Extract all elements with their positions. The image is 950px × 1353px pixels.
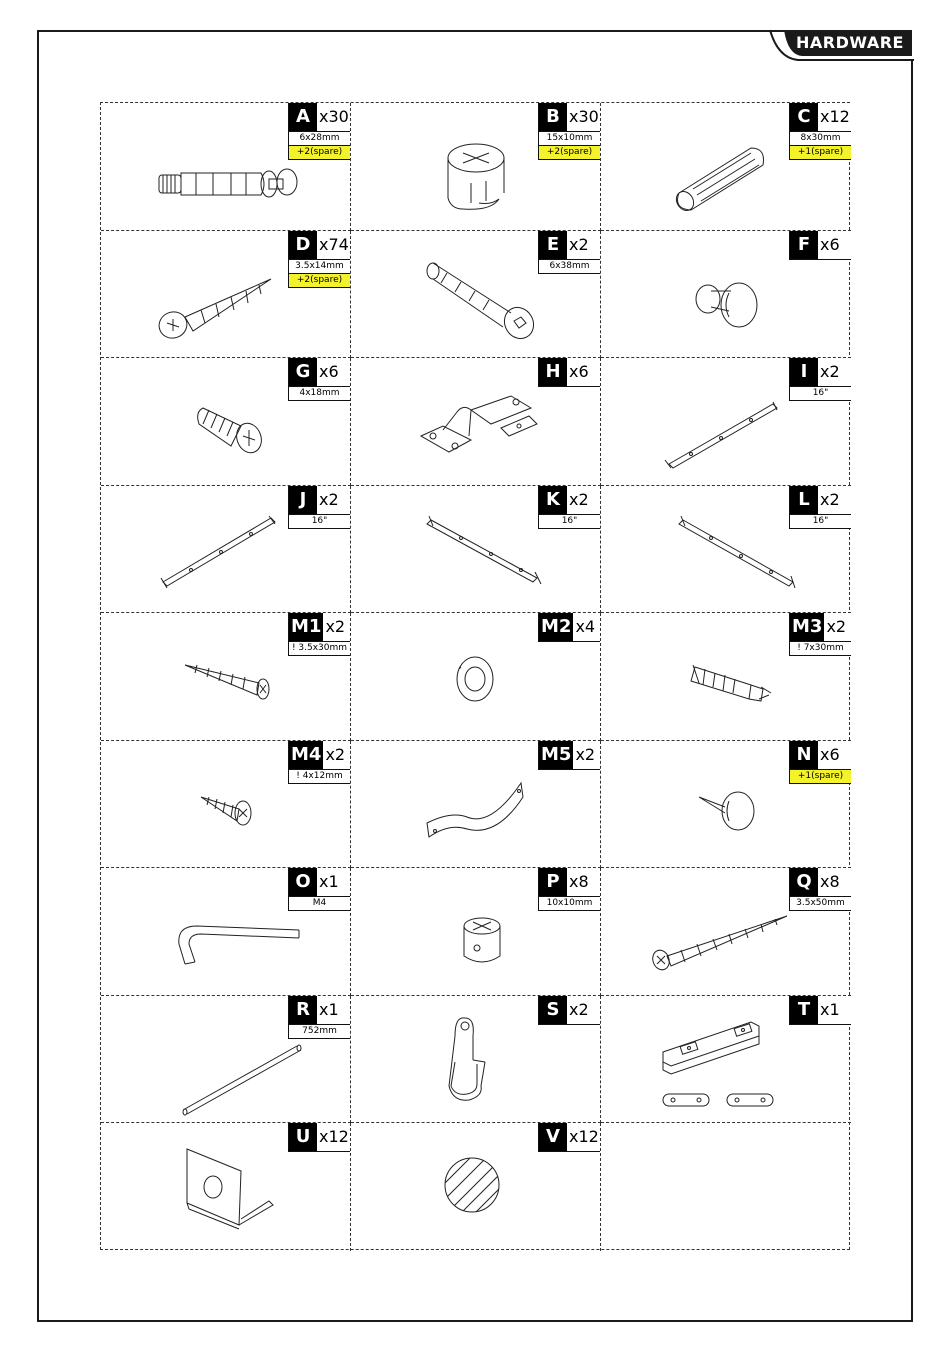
part-cell-m1 <box>101 613 351 741</box>
part-label <box>789 868 851 911</box>
part-quantity: x6 <box>820 744 840 764</box>
part-size: ! 3.5x30mm <box>289 641 350 655</box>
part-size: M4 <box>289 896 350 910</box>
part-cell-p <box>351 868 601 996</box>
page-frame-right <box>911 60 913 1322</box>
part-letter: G <box>289 358 317 386</box>
part-letter: E <box>539 231 567 259</box>
part-letter: P <box>539 868 567 896</box>
part-letter: F <box>790 231 818 259</box>
part-cell-b <box>351 103 601 231</box>
part-cell-c <box>601 103 851 231</box>
part-cell-h <box>351 358 601 486</box>
part-letter: H <box>539 358 567 386</box>
part-size: 16" <box>790 514 851 528</box>
part-letter: U <box>289 1123 317 1151</box>
part-letter: Q <box>790 868 818 896</box>
part-size: 4x18mm <box>289 386 350 400</box>
part-quantity: x12 <box>319 1127 349 1146</box>
part-quantity: x12 <box>569 1127 599 1146</box>
part-cell-o <box>101 868 351 996</box>
part-letter: C <box>790 103 818 131</box>
part-cell-r <box>101 996 351 1124</box>
part-letter: B <box>539 103 567 131</box>
part-label <box>288 613 350 656</box>
part-letter: M1 <box>289 613 323 641</box>
part-quantity: x30 <box>319 107 349 126</box>
part-size: ! 4x12mm <box>289 769 350 783</box>
part-letter: O <box>289 868 317 896</box>
part-label <box>789 231 851 260</box>
part-cell-t <box>601 996 851 1124</box>
part-quantity: x2 <box>820 362 840 381</box>
part-label <box>288 1123 350 1152</box>
part-quantity: x30 <box>569 107 599 126</box>
part-size: 16" <box>539 514 600 528</box>
part-cell-f <box>601 231 851 359</box>
part-quantity: x1 <box>319 872 339 891</box>
part-letter: N <box>790 741 818 769</box>
part-label <box>288 103 350 160</box>
part-letter: R <box>289 996 317 1024</box>
part-quantity: x6 <box>569 362 589 381</box>
part-quantity: x2 <box>569 234 589 254</box>
part-size: 10x10mm <box>539 896 600 910</box>
part-cell-n <box>601 741 851 869</box>
part-cell-d <box>101 231 351 359</box>
part-size: 6x28mm <box>289 131 350 145</box>
part-size: 752mm <box>289 1024 350 1038</box>
part-letter: L <box>790 486 818 514</box>
part-label <box>288 868 350 911</box>
part-label <box>789 996 851 1025</box>
part-label <box>288 486 350 529</box>
part-spare: +1(spare) <box>790 769 851 783</box>
part-quantity: x6 <box>820 234 840 254</box>
part-cell-j <box>101 486 351 614</box>
part-cell-e <box>351 231 601 359</box>
part-quantity: x1 <box>820 999 840 1019</box>
part-size: 15x10mm <box>539 131 600 145</box>
part-label <box>288 741 350 784</box>
part-label <box>789 613 851 656</box>
part-letter: J <box>289 486 317 514</box>
part-letter: K <box>539 486 567 514</box>
part-size: ! 7x30mm <box>790 641 851 655</box>
part-size: 16" <box>289 514 350 528</box>
part-label <box>538 868 600 911</box>
part-label <box>538 996 600 1025</box>
part-size: 6x38mm <box>539 259 600 273</box>
part-quantity: x8 <box>569 872 589 891</box>
part-quantity: x6 <box>319 362 339 381</box>
part-quantity: x4 <box>575 617 596 636</box>
part-letter: V <box>539 1123 567 1151</box>
part-quantity: x1 <box>319 999 339 1019</box>
part-letter: M5 <box>539 741 573 769</box>
part-label <box>789 103 851 160</box>
part-quantity: x2 <box>319 489 339 509</box>
part-cell-s <box>351 996 601 1124</box>
part-quantity: x2 <box>325 617 346 636</box>
part-quantity: x2 <box>325 744 346 764</box>
part-cell-m3 <box>601 613 851 741</box>
part-label <box>538 231 600 274</box>
part-label <box>288 996 350 1039</box>
part-cell-m2 <box>351 613 601 741</box>
part-quantity: x74 <box>319 234 349 254</box>
part-letter: M4 <box>289 741 323 769</box>
part-letter: A <box>289 103 317 131</box>
part-letter: T <box>790 996 818 1024</box>
part-letter: M2 <box>539 613 573 641</box>
part-size: 8x30mm <box>790 131 851 145</box>
part-quantity: x8 <box>820 872 840 891</box>
part-cell-q <box>601 868 851 996</box>
part-label <box>538 741 600 770</box>
part-quantity: x2 <box>569 489 589 509</box>
part-letter: S <box>539 996 567 1024</box>
part-label <box>538 1123 600 1152</box>
part-spare: +2(spare) <box>289 273 350 287</box>
part-size: 3.5x50mm <box>790 896 851 910</box>
part-label <box>789 486 851 529</box>
part-cell-u <box>101 1123 351 1251</box>
hardware-grid <box>100 102 850 1250</box>
part-size: 3.5x14mm <box>289 259 350 273</box>
part-letter: I <box>790 358 818 386</box>
part-size: 16" <box>790 386 851 400</box>
part-quantity: x2 <box>820 489 840 509</box>
part-label <box>538 486 600 529</box>
part-cell-i <box>601 358 851 486</box>
part-cell-v <box>351 1123 601 1251</box>
part-cell-m4 <box>101 741 351 869</box>
part-label <box>538 358 600 387</box>
part-spare: +2(spare) <box>289 145 350 159</box>
part-spare: +1(spare) <box>790 145 851 159</box>
part-quantity: x2 <box>575 744 596 764</box>
part-label <box>538 103 600 160</box>
part-label <box>288 231 350 288</box>
part-label <box>288 358 350 401</box>
part-cell-l <box>601 486 851 614</box>
part-cell-g <box>101 358 351 486</box>
part-quantity: x2 <box>826 617 847 636</box>
part-quantity: x2 <box>569 999 589 1019</box>
part-label <box>789 741 851 784</box>
part-letter: D <box>289 231 317 259</box>
part-cell-a <box>101 103 351 231</box>
part-quantity: x12 <box>820 107 850 126</box>
part-cell-m5 <box>351 741 601 869</box>
part-letter: M3 <box>790 613 824 641</box>
empty-cell <box>601 1123 851 1251</box>
part-spare: +2(spare) <box>539 145 600 159</box>
part-label <box>538 613 600 642</box>
part-label <box>789 358 851 401</box>
hardware-tab-label: HARDWARE <box>796 33 904 52</box>
part-cell-k <box>351 486 601 614</box>
